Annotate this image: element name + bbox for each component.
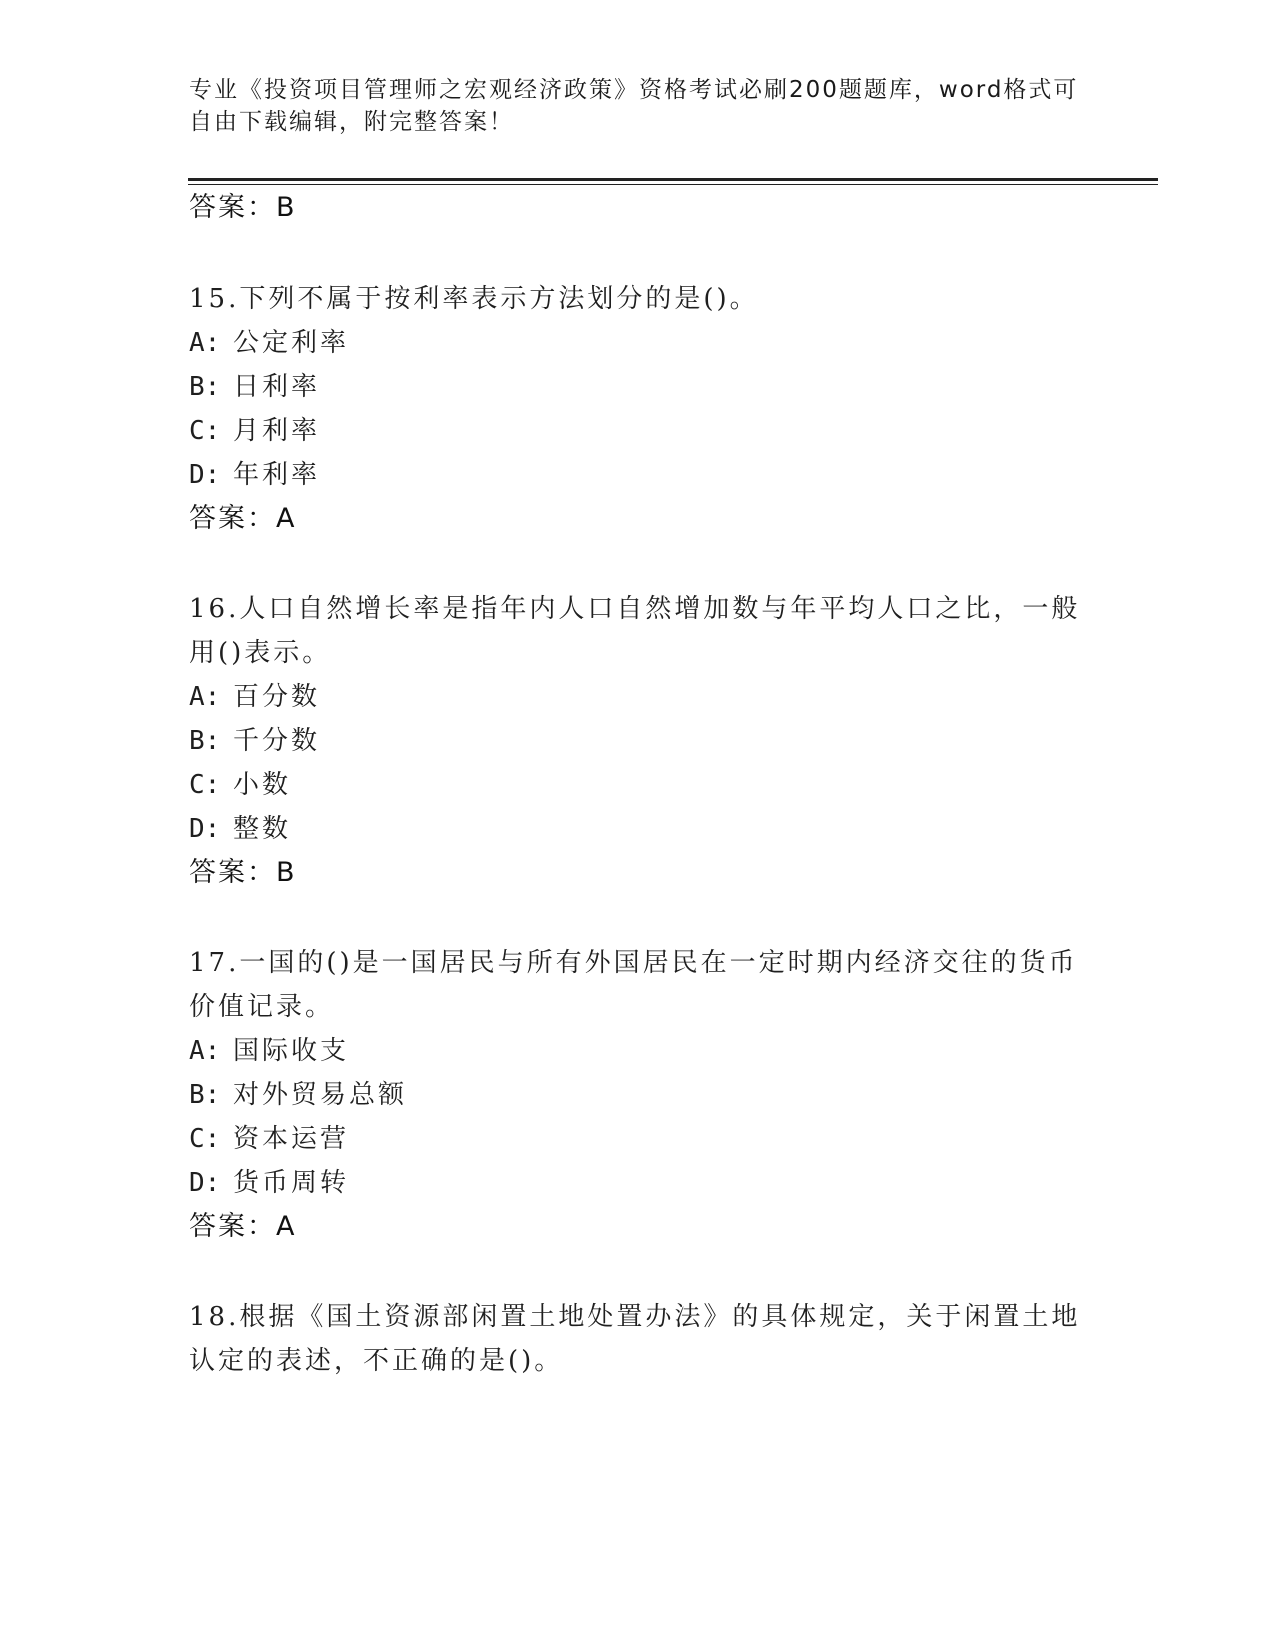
question-16-option-c bbox=[189, 770, 291, 800]
option-label: D: bbox=[189, 814, 221, 844]
question-17-stem-line-1: 17.一国的()是一国居民与所有外国居民在一定时期内经济交往的货币 bbox=[189, 948, 1078, 978]
question-15-stem: 15.下列不属于按利率表示方法划分的是()。 bbox=[189, 284, 759, 314]
option-text: 日利率 bbox=[233, 372, 321, 402]
option-label: A: bbox=[189, 1036, 221, 1066]
question-16-option-d bbox=[189, 814, 291, 844]
option-text: 年利率 bbox=[233, 460, 321, 490]
option-text: 整数 bbox=[233, 814, 292, 844]
option-label: A: bbox=[189, 682, 221, 712]
header-rule-thick bbox=[188, 178, 1158, 181]
question-15-option-b bbox=[189, 372, 320, 402]
answer-16: 答案：B bbox=[189, 857, 297, 888]
answer-14: 答案：B bbox=[189, 192, 297, 223]
question-18-stem-line-2: 认定的表述，不正确的是()。 bbox=[189, 1346, 564, 1376]
question-17-stem-line-2: 价值记录。 bbox=[189, 992, 335, 1022]
question-16-option-b bbox=[189, 726, 320, 756]
answer-15: 答案：A bbox=[189, 503, 297, 534]
question-17-option-d bbox=[189, 1168, 349, 1198]
question-16-stem-line-2: 用()表示。 bbox=[189, 638, 332, 668]
answer-17: 答案：A bbox=[189, 1211, 297, 1242]
option-label: B: bbox=[189, 1080, 221, 1110]
question-15-option-a bbox=[189, 328, 349, 358]
option-text: 对外贸易总额 bbox=[233, 1080, 408, 1110]
option-label: B: bbox=[189, 726, 221, 756]
option-label: C: bbox=[189, 770, 221, 800]
option-text: 小数 bbox=[233, 770, 292, 800]
option-label: C: bbox=[189, 1124, 221, 1154]
header-line-1: 专业《投资项目管理师之宏观经济政策》资格考试必刷200题题库，word格式可 bbox=[189, 77, 1079, 103]
option-label: C: bbox=[189, 416, 221, 446]
question-17-option-c bbox=[189, 1124, 349, 1154]
question-16-option-a bbox=[189, 682, 320, 712]
question-17-option-b bbox=[189, 1080, 407, 1110]
option-text: 货币周转 bbox=[233, 1168, 350, 1198]
option-label: D: bbox=[189, 1168, 221, 1198]
option-text: 千分数 bbox=[233, 726, 321, 756]
question-16-stem-line-1: 16.人口自然增长率是指年内人口自然增加数与年平均人口之比，一般 bbox=[189, 594, 1081, 624]
question-15-option-c bbox=[189, 416, 320, 446]
option-label: D: bbox=[189, 460, 221, 490]
option-label: A: bbox=[189, 328, 221, 358]
header-rule-thin bbox=[188, 184, 1158, 185]
option-text: 百分数 bbox=[233, 682, 321, 712]
page-header bbox=[189, 74, 1089, 138]
option-text: 资本运营 bbox=[233, 1124, 350, 1154]
option-text: 月利率 bbox=[233, 416, 321, 446]
option-label: B: bbox=[189, 372, 221, 402]
question-18-stem-line-1: 18.根据《国土资源部闲置土地处置办法》的具体规定，关于闲置土地 bbox=[189, 1302, 1081, 1332]
header-line-2: 自由下载编辑，附完整答案！ bbox=[189, 109, 514, 135]
option-text: 国际收支 bbox=[233, 1036, 350, 1066]
question-15-option-d bbox=[189, 460, 320, 490]
question-17-option-a bbox=[189, 1036, 349, 1066]
option-text: 公定利率 bbox=[233, 328, 350, 358]
